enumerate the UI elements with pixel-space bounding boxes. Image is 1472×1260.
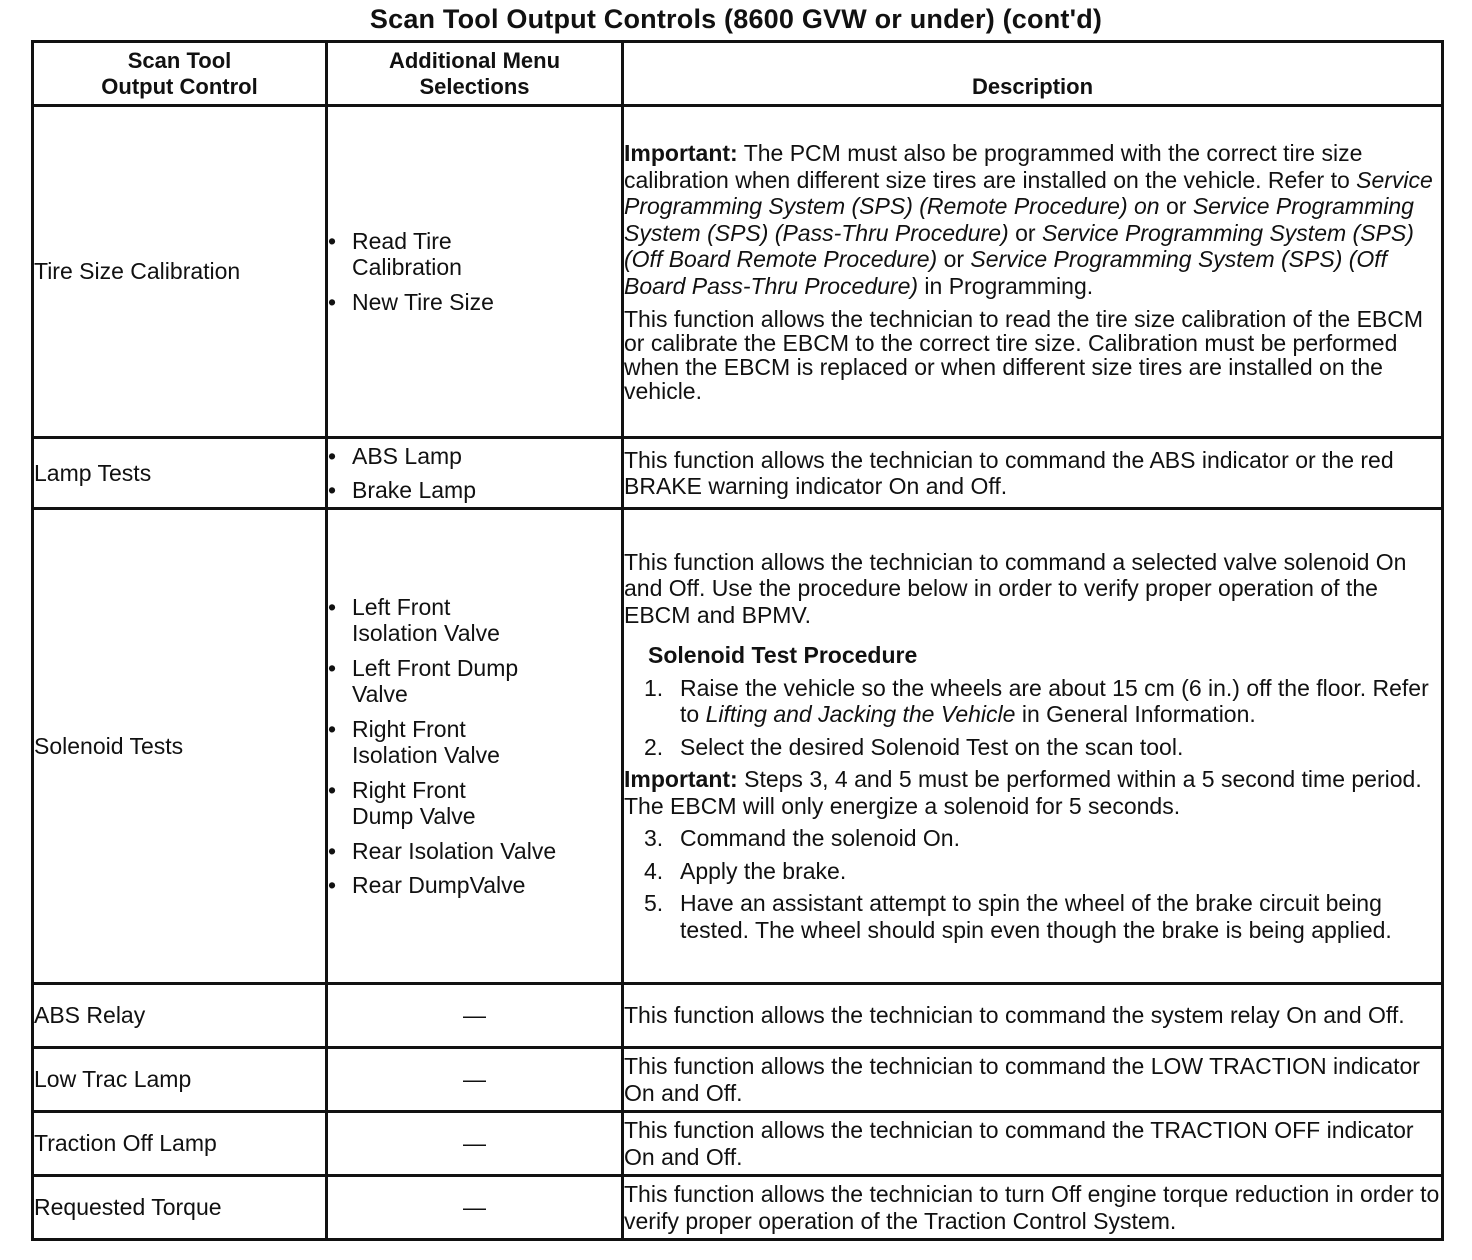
menu-item: • New Tire Size <box>328 289 621 316</box>
header-output-control <box>33 42 327 106</box>
row-description: This function allows the technician to command the ABS indicator or the red BRAKE warning indicator On and Off. <box>623 438 1443 509</box>
row-control-label: Lamp Tests <box>33 438 327 509</box>
row-menu-selections <box>327 106 623 438</box>
menu-list <box>328 228 621 316</box>
row-control-label: Traction Off Lamp <box>33 1112 327 1176</box>
step-number: 1. <box>644 674 664 701</box>
step-text: Select the desired Solenoid Test on the scan tool. <box>680 733 1184 760</box>
row-menu-selections <box>327 438 623 509</box>
menu-item: • Rear Isolation Valve <box>328 838 621 865</box>
doc-reference: Service Programming System (SPS) (Off Board Remote Procedure) <box>624 219 1414 272</box>
table-row <box>33 984 1443 1048</box>
row-description: This function allows the technician to command the TRACTION OFF indicator On and Off. <box>623 1112 1443 1176</box>
procedure-steps <box>624 675 1441 761</box>
row-menu-selections: — <box>327 1176 623 1240</box>
header-output-control-line2: Output Control <box>101 74 258 99</box>
note-text: or <box>937 246 971 272</box>
row-description: This function allows the technician to command the LOW TRACTION indicator On and Off. <box>623 1048 1443 1112</box>
doc-reference: Lifting and Jacking the Vehicle <box>705 701 1016 728</box>
menu-item: • Left Front Dump Valve <box>328 655 522 708</box>
procedure-step <box>644 890 1441 943</box>
menu-item: • Read Tire Calibration <box>328 228 512 281</box>
row-menu-selections: — <box>327 1112 623 1176</box>
menu-item: • Right Front Dump Valve <box>328 777 522 830</box>
header-description: Description <box>623 42 1443 106</box>
step-text: Apply the brake. <box>680 857 847 884</box>
procedure-title: Solenoid Test Procedure <box>648 642 918 669</box>
note-text: Steps 3, 4 and 5 must be performed within a 5 second time period. The EBCM will only energize a solenoid for 5 seconds. <box>624 766 1422 819</box>
page-title: Scan Tool Output Controls (8600 GVW or under) (cont'd) <box>369 4 1103 34</box>
step-number: 3. <box>644 825 664 852</box>
row-description <box>623 106 1443 438</box>
description-text: This function allows the technician to read the tire size calibration of the EBCM or calibrate the EBCM to the correct tire size. Calibration must be performed when the EBCM is replaced or when different size tires are installed on the vehicle. <box>624 306 1424 404</box>
procedure-step <box>644 675 1441 728</box>
row-control-label: Solenoid Tests <box>33 509 327 984</box>
table-row <box>33 509 1443 984</box>
header-menu-line2: Selections <box>419 74 530 99</box>
header-output-control-line1: Scan Tool <box>127 48 232 73</box>
step-text: Have an assistant attempt to spin the wheel of the brake circuit being tested. The wheel should spin even though the brake is being applied. <box>680 890 1392 943</box>
step-text: in General Information. <box>1015 701 1256 728</box>
row-control-label: Low Trac Lamp <box>33 1048 327 1112</box>
description-text: This function allows the technician to command a selected valve solenoid On and Off. Use the procedure below in order to verify proper operation of the EBCM and BPMV. <box>624 548 1407 628</box>
note-text: in Programming. <box>918 272 1094 299</box>
step-number: 2. <box>644 733 664 760</box>
menu-list <box>328 443 621 504</box>
row-description: This function allows the technician to turn Off engine torque reduction in order to verify proper operation of the Traction Control System. <box>623 1176 1443 1240</box>
doc-reference: Service Programming System (SPS) (Off Board Pass-Thru Procedure) <box>624 246 1388 299</box>
table-row <box>33 1048 1443 1112</box>
step-number: 4. <box>644 857 664 884</box>
note-text: or <box>1159 193 1193 219</box>
menu-item: • Right Front Isolation Valve <box>328 716 522 769</box>
table-header-row <box>33 42 1443 106</box>
scan-tool-output-table <box>31 40 1444 1241</box>
row-description: This function allows the technician to command the system relay On and Off. <box>623 984 1443 1048</box>
procedure-step <box>644 858 1441 885</box>
step-number: 5. <box>644 890 664 917</box>
table-row <box>33 1176 1443 1240</box>
doc-reference: Service Programming System (SPS) (Pass-Thru Procedure) <box>624 193 1414 246</box>
procedure-steps <box>624 825 1441 943</box>
table-row <box>33 1112 1443 1176</box>
table-row <box>33 106 1443 438</box>
important-note <box>624 766 1441 819</box>
header-menu-selections <box>327 42 623 106</box>
doc-reference: Service Programming System (SPS) (Remote Procedure) on <box>624 166 1433 219</box>
menu-item: • Rear DumpValve <box>328 872 621 899</box>
header-menu-line1: Additional Menu <box>388 48 561 73</box>
row-control-label: Tire Size Calibration <box>33 106 327 438</box>
menu-list <box>328 594 621 899</box>
step-text: Raise the vehicle so the wheels are about 15 cm (6 in.) off the floor. Refer to <box>680 674 1429 728</box>
row-menu-selections: — <box>327 984 623 1048</box>
row-control-label: Requested Torque <box>33 1176 327 1240</box>
procedure-step <box>644 734 1441 761</box>
procedure-step <box>644 825 1441 852</box>
table-row <box>33 438 1443 509</box>
important-label: Important: <box>624 140 738 166</box>
menu-item: • Left Front Isolation Valve <box>328 594 522 647</box>
row-control-label: ABS Relay <box>33 984 327 1048</box>
note-text: or <box>1008 219 1042 246</box>
menu-item: • ABS Lamp <box>328 443 621 470</box>
step-text: Command the solenoid On. <box>680 825 960 852</box>
important-note <box>624 140 1441 299</box>
menu-item: • Brake Lamp <box>328 477 621 504</box>
row-menu-selections <box>327 509 623 984</box>
row-description <box>623 509 1443 984</box>
note-text: The PCM must also be programmed with the correct tire size calibration when different size tires are installed on the vehicle. Refer to <box>624 140 1363 193</box>
row-menu-selections: — <box>327 1048 623 1112</box>
important-label: Important: <box>624 766 738 793</box>
